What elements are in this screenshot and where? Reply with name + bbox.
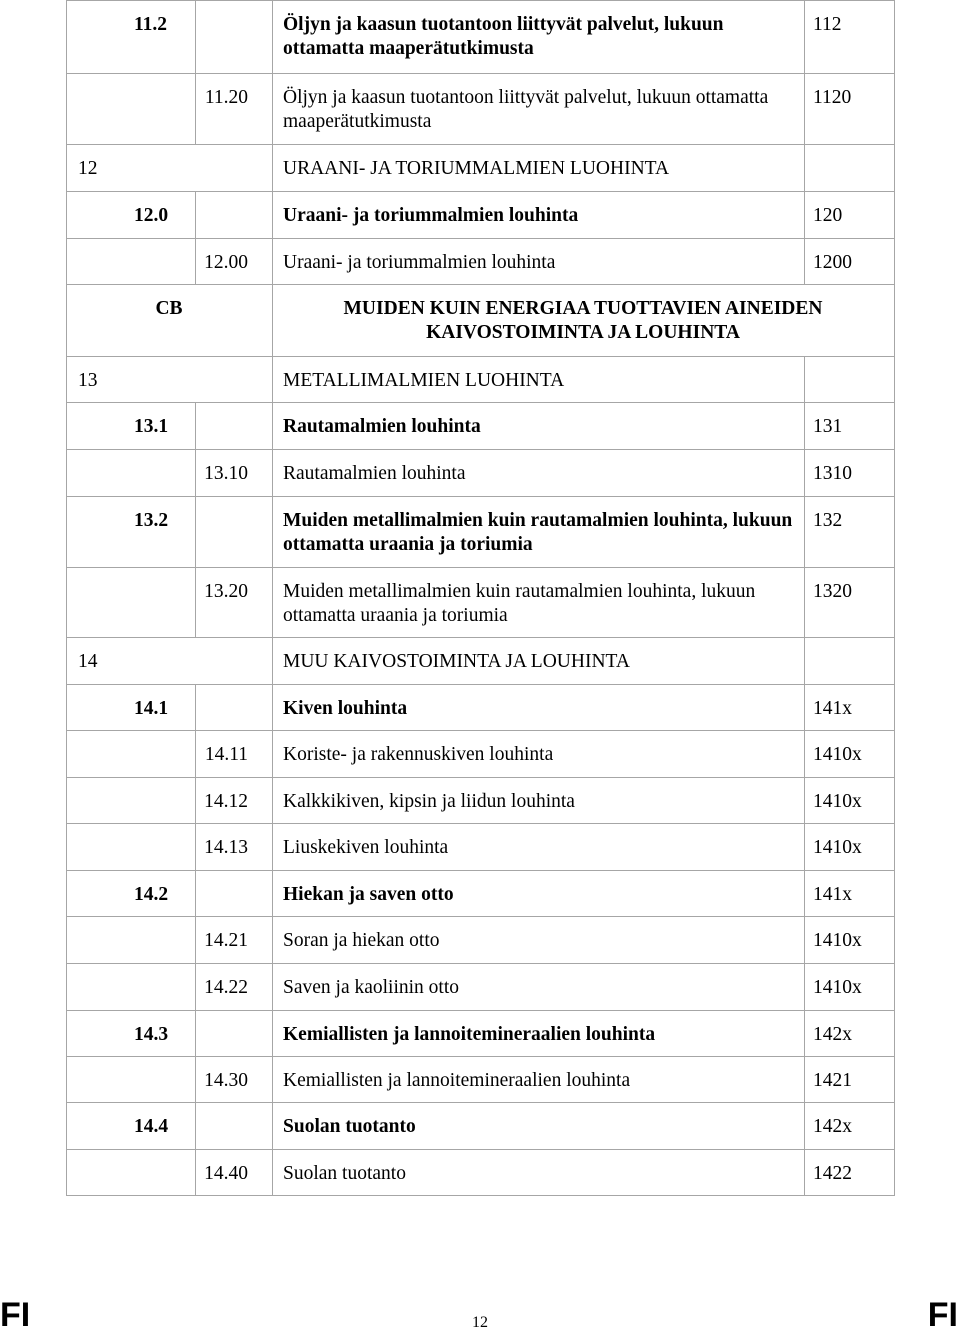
column-divider-code xyxy=(195,1010,196,1056)
column-divider-code xyxy=(195,1149,196,1195)
row-value: 142x xyxy=(813,1116,852,1137)
row-code: 12.00 xyxy=(204,252,248,273)
row-title: Uraani- ja toriummalmien louhinta xyxy=(283,205,579,226)
row-title: URAANI- JA TORIUMMALMIEN LUOHINTA xyxy=(283,158,670,179)
row-divider xyxy=(66,284,895,285)
table-border-bottom xyxy=(66,1195,895,1196)
column-divider-value xyxy=(804,1010,805,1056)
row-code: 14.12 xyxy=(204,791,248,812)
row-title: METALLIMALMIEN LUOHINTA xyxy=(283,370,565,391)
column-divider-value xyxy=(804,1102,805,1149)
column-divider-value xyxy=(804,637,805,684)
row-code: 14.40 xyxy=(204,1163,248,1184)
column-divider-code xyxy=(195,191,196,238)
row-value: 120 xyxy=(813,205,843,226)
column-divider-code xyxy=(195,449,196,496)
row-code: 14.4 xyxy=(134,1116,169,1137)
column-divider-code xyxy=(195,870,196,916)
row-value: 1410x xyxy=(813,977,862,998)
column-divider-value xyxy=(804,823,805,870)
row-title: MUIDEN KUIN ENERGIAA TUOTTAVIEN AINEIDEN KAIVOSTOIMINTA JA LOUHINTA xyxy=(343,298,823,343)
column-divider-value xyxy=(804,1056,805,1102)
row-divider xyxy=(66,684,895,685)
column-divider-code xyxy=(195,567,196,637)
column-divider-title xyxy=(272,870,273,916)
footer-language-left: FI xyxy=(0,1296,31,1334)
row-code: 14 xyxy=(78,651,98,672)
row-value: 1120 xyxy=(813,87,852,108)
row-code: 14.30 xyxy=(204,1070,248,1091)
row-title: Koriste- ja rakennuskiven louhinta xyxy=(283,744,554,765)
row-code: 13 xyxy=(78,370,98,391)
column-divider-code xyxy=(195,777,196,823)
row-value: 142x xyxy=(813,1024,852,1045)
column-divider-value xyxy=(804,684,805,730)
column-divider-code xyxy=(195,916,196,963)
row-code: 13.2 xyxy=(134,510,169,531)
row-value: 1310 xyxy=(813,463,852,484)
row-title: Uraani- ja toriummalmien louhinta xyxy=(283,252,556,273)
row-title: Kiven louhinta xyxy=(283,698,408,719)
row-code: 14.2 xyxy=(134,884,169,905)
row-title: MUU KAIVOSTOIMINTA JA LOUHINTA xyxy=(283,651,630,672)
column-divider-title xyxy=(272,916,273,963)
column-divider-code xyxy=(195,402,196,449)
row-divider xyxy=(66,144,895,145)
column-divider-value xyxy=(804,144,805,191)
column-divider-value xyxy=(804,0,805,73)
column-divider-value xyxy=(804,238,805,284)
column-divider-code xyxy=(195,823,196,870)
footer-language-right: FI xyxy=(927,1296,958,1334)
row-divider xyxy=(66,1056,895,1057)
row-value: 1410x xyxy=(813,744,862,765)
row-divider xyxy=(66,637,895,638)
row-code: 13.10 xyxy=(204,463,248,484)
column-divider-value xyxy=(804,73,805,144)
row-code: 14.11 xyxy=(204,744,248,765)
column-divider-title xyxy=(272,144,273,191)
row-code: 14.3 xyxy=(134,1024,169,1045)
row-code: 14.13 xyxy=(204,837,248,858)
row-value: 1422 xyxy=(813,1163,852,1184)
row-title: Suolan tuotanto xyxy=(283,1116,416,1137)
column-divider-title xyxy=(272,1102,273,1149)
row-value: 1200 xyxy=(813,252,852,273)
row-divider xyxy=(66,730,895,731)
column-divider-title xyxy=(272,238,273,284)
column-divider-title xyxy=(272,1010,273,1056)
row-divider xyxy=(66,963,895,964)
column-divider-value xyxy=(804,1149,805,1195)
column-divider-title xyxy=(272,730,273,777)
column-divider-code xyxy=(195,730,196,777)
column-divider-title xyxy=(272,777,273,823)
column-divider-value xyxy=(804,191,805,238)
row-title: Liuskekiven louhinta xyxy=(283,837,449,858)
row-divider xyxy=(66,870,895,871)
row-code: 11.2 xyxy=(134,14,168,35)
row-code: 13.20 xyxy=(204,581,248,602)
row-title: Suolan tuotanto xyxy=(283,1163,406,1184)
row-divider xyxy=(66,1102,895,1103)
row-code: 11.20 xyxy=(204,87,248,108)
row-divider xyxy=(66,916,895,917)
row-divider xyxy=(66,238,895,239)
table-border-right xyxy=(894,0,895,1195)
row-title: Saven ja kaoliinin otto xyxy=(283,977,460,998)
row-code: 13.1 xyxy=(134,416,169,437)
row-title: Rautamalmien louhinta xyxy=(283,416,481,437)
column-divider-title xyxy=(272,637,273,684)
column-divider-code xyxy=(195,496,196,567)
row-title: Öljyn ja kaasun tuotantoon liittyvät palvelut, lukuun ottamatta maaperätutkimusta xyxy=(283,14,724,59)
column-divider-title xyxy=(272,823,273,870)
column-divider-title xyxy=(272,284,273,356)
column-divider-title xyxy=(272,496,273,567)
column-divider-title xyxy=(272,963,273,1010)
row-code: 14.1 xyxy=(134,698,169,719)
row-divider xyxy=(66,191,895,192)
row-value: 132 xyxy=(813,510,843,531)
row-value: 1320 xyxy=(813,581,852,602)
column-divider-code xyxy=(195,1056,196,1102)
row-value: 141x xyxy=(813,698,852,719)
column-divider-title xyxy=(272,567,273,637)
table-border-left xyxy=(66,0,67,1195)
row-divider xyxy=(66,1010,895,1011)
row-title: Kalkkikiven, kipsin ja liidun louhinta xyxy=(283,791,575,812)
column-divider-value xyxy=(804,449,805,496)
column-divider-value xyxy=(804,963,805,1010)
column-divider-title xyxy=(272,0,273,73)
column-divider-title xyxy=(272,73,273,144)
row-title: Kemiallisten ja lannoitemineraalien louhinta xyxy=(283,1070,631,1091)
column-divider-title xyxy=(272,191,273,238)
row-divider xyxy=(66,1149,895,1150)
row-title: Rautamalmien louhinta xyxy=(283,463,466,484)
column-divider-value xyxy=(804,777,805,823)
column-divider-title xyxy=(272,402,273,449)
column-divider-code xyxy=(195,1102,196,1149)
column-divider-value xyxy=(804,730,805,777)
row-divider xyxy=(66,777,895,778)
row-divider xyxy=(66,496,895,497)
table-border-top xyxy=(66,0,895,1)
footer-page-number: 12 xyxy=(472,1314,488,1331)
column-divider-value xyxy=(804,356,805,402)
column-divider-value xyxy=(804,402,805,449)
row-title: Hiekan ja saven otto xyxy=(283,884,454,905)
row-value: 1421 xyxy=(813,1070,852,1091)
column-divider-code xyxy=(195,963,196,1010)
column-divider-value xyxy=(804,567,805,637)
row-title: Muiden metallimalmien kuin rautamalmien louhinta, lukuun ottamatta uraania ja toriumia xyxy=(283,510,793,555)
row-divider xyxy=(66,356,895,357)
row-divider xyxy=(66,567,895,568)
row-title: Öljyn ja kaasun tuotantoon liittyvät palvelut, lukuun ottamatta maaperätutkimusta xyxy=(283,87,769,132)
column-divider-value xyxy=(804,870,805,916)
row-value: 141x xyxy=(813,884,852,905)
row-divider xyxy=(66,823,895,824)
row-code: 12 xyxy=(78,158,98,179)
column-divider-code xyxy=(195,238,196,284)
row-code: 14.22 xyxy=(204,977,248,998)
row-divider xyxy=(66,73,895,74)
column-divider-title xyxy=(272,356,273,402)
row-value: 1410x xyxy=(813,837,862,858)
column-divider-code xyxy=(195,684,196,730)
column-divider-title xyxy=(272,449,273,496)
column-divider-title xyxy=(272,1056,273,1102)
column-divider-code xyxy=(195,0,196,73)
row-value: 112 xyxy=(813,14,842,35)
row-divider xyxy=(66,449,895,450)
row-divider xyxy=(66,402,895,403)
row-title: Soran ja hiekan otto xyxy=(283,930,440,951)
column-divider-code xyxy=(195,73,196,144)
row-code: CB xyxy=(155,298,183,319)
row-value: 131 xyxy=(813,416,843,437)
row-value: 1410x xyxy=(813,930,862,951)
row-value: 1410x xyxy=(813,791,862,812)
row-title: Kemiallisten ja lannoitemineraalien louhinta xyxy=(283,1024,656,1045)
column-divider-title xyxy=(272,684,273,730)
column-divider-value xyxy=(804,496,805,567)
column-divider-title xyxy=(272,1149,273,1195)
row-code: 12.0 xyxy=(134,205,169,226)
column-divider-value xyxy=(804,916,805,963)
row-title: Muiden metallimalmien kuin rautamalmien louhinta, lukuun ottamatta uraania ja toriumia xyxy=(283,581,756,626)
row-code: 14.21 xyxy=(204,930,248,951)
